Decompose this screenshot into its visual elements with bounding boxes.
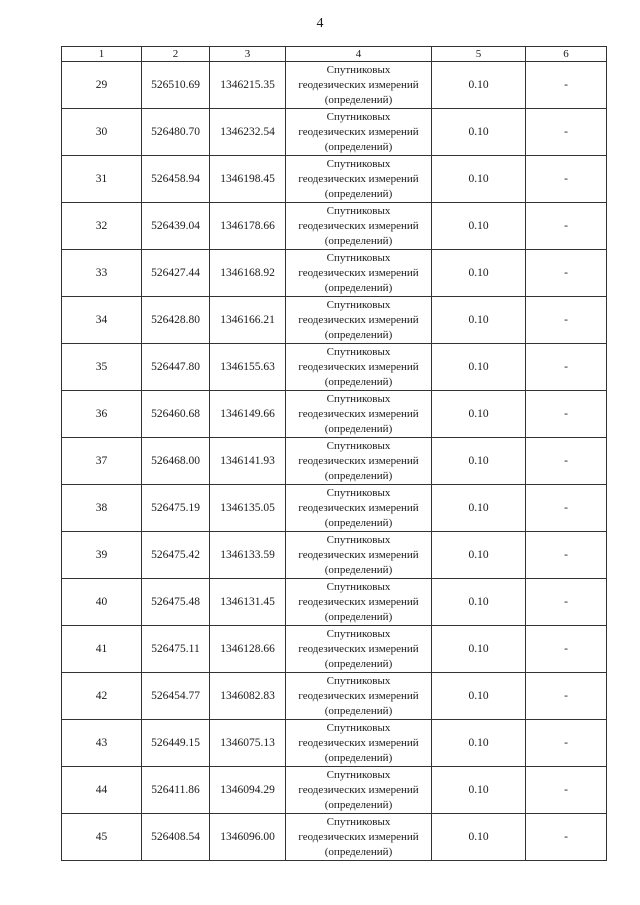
method-line: Спутниковых <box>326 392 391 405</box>
table-row <box>62 532 607 579</box>
method-line: (определений) <box>324 234 393 247</box>
point-number-cell: 40 <box>62 579 142 626</box>
y-coordinate-cell: 1346096.00 <box>210 814 286 861</box>
method-line: геодезических измерений <box>298 266 419 279</box>
x-coordinate-cell: 526475.42 <box>142 532 210 579</box>
description-cell: - <box>526 203 607 250</box>
description-cell: - <box>526 250 607 297</box>
description-cell: - <box>526 62 607 109</box>
table-row <box>62 156 607 203</box>
method-line: геодезических измерений <box>298 125 419 138</box>
accuracy-cell: 0.10 <box>432 297 526 344</box>
point-number-cell: 29 <box>62 62 142 109</box>
table-row <box>62 814 607 861</box>
table-row <box>62 767 607 814</box>
table-row <box>62 297 607 344</box>
table-row <box>62 344 607 391</box>
method-line: геодезических измерений <box>298 78 419 91</box>
method-line: (определений) <box>324 93 393 106</box>
accuracy-cell: 0.10 <box>432 62 526 109</box>
method-line: геодезических измерений <box>298 219 419 232</box>
y-coordinate-cell: 1346141.93 <box>210 438 286 485</box>
column-header-1: 1 <box>62 47 142 62</box>
method-line: Спутниковых <box>326 204 391 217</box>
point-number-cell: 45 <box>62 814 142 861</box>
x-coordinate-cell: 526454.77 <box>142 673 210 720</box>
accuracy-cell: 0.10 <box>432 344 526 391</box>
method-line: (определений) <box>324 140 393 153</box>
description-cell: - <box>526 532 607 579</box>
description-cell: - <box>526 626 607 673</box>
method-line: Спутниковых <box>326 110 391 123</box>
method-line: Спутниковых <box>326 627 391 640</box>
point-number-cell: 43 <box>62 720 142 767</box>
table-row <box>62 485 607 532</box>
method-cell <box>286 203 432 250</box>
point-number-cell: 39 <box>62 532 142 579</box>
x-coordinate-cell: 526411.86 <box>142 767 210 814</box>
method-line: Спутниковых <box>326 345 391 358</box>
table-row <box>62 391 607 438</box>
description-cell: - <box>526 391 607 438</box>
method-line: геодезических измерений <box>298 407 419 420</box>
description-cell: - <box>526 814 607 861</box>
method-cell <box>286 767 432 814</box>
x-coordinate-cell: 526449.15 <box>142 720 210 767</box>
point-number-cell: 42 <box>62 673 142 720</box>
method-line: Спутниковых <box>326 251 391 264</box>
x-coordinate-cell: 526475.48 <box>142 579 210 626</box>
y-coordinate-cell: 1346215.35 <box>210 62 286 109</box>
method-cell <box>286 344 432 391</box>
description-cell: - <box>526 438 607 485</box>
table-row <box>62 673 607 720</box>
table-row <box>62 720 607 767</box>
method-cell <box>286 579 432 626</box>
table-row <box>62 109 607 156</box>
method-line: геодезических измерений <box>298 689 419 702</box>
method-line: (определений) <box>324 375 393 388</box>
x-coordinate-cell: 526480.70 <box>142 109 210 156</box>
accuracy-cell: 0.10 <box>432 391 526 438</box>
accuracy-cell: 0.10 <box>432 485 526 532</box>
description-cell: - <box>526 579 607 626</box>
description-cell: - <box>526 673 607 720</box>
page-number: 4 <box>316 16 324 31</box>
method-line: геодезических измерений <box>298 454 419 467</box>
description-cell: - <box>526 109 607 156</box>
method-line: (определений) <box>324 422 393 435</box>
method-line: (определений) <box>324 469 393 482</box>
y-coordinate-cell: 1346131.45 <box>210 579 286 626</box>
method-line: (определений) <box>324 328 393 341</box>
y-coordinate-cell: 1346075.13 <box>210 720 286 767</box>
method-cell <box>286 156 432 203</box>
method-line: Спутниковых <box>326 298 391 311</box>
header-row <box>62 47 607 62</box>
method-cell <box>286 814 432 861</box>
method-line: (определений) <box>324 610 393 623</box>
point-number-cell: 32 <box>62 203 142 250</box>
description-cell: - <box>526 767 607 814</box>
method-line: (определений) <box>324 657 393 670</box>
method-line: (определений) <box>324 281 393 294</box>
method-line: геодезических измерений <box>298 642 419 655</box>
accuracy-cell: 0.10 <box>432 720 526 767</box>
method-line: геодезических измерений <box>298 501 419 514</box>
y-coordinate-cell: 1346128.66 <box>210 626 286 673</box>
method-line: (определений) <box>324 704 393 717</box>
method-line: геодезических измерений <box>298 313 419 326</box>
y-coordinate-cell: 1346198.45 <box>210 156 286 203</box>
x-coordinate-cell: 526439.04 <box>142 203 210 250</box>
y-coordinate-cell: 1346155.63 <box>210 344 286 391</box>
column-header-2: 2 <box>142 47 210 62</box>
accuracy-cell: 0.10 <box>432 438 526 485</box>
point-number-cell: 34 <box>62 297 142 344</box>
table-row <box>62 579 607 626</box>
method-cell <box>286 673 432 720</box>
x-coordinate-cell: 526510.69 <box>142 62 210 109</box>
method-cell <box>286 532 432 579</box>
method-cell <box>286 250 432 297</box>
point-number-cell: 44 <box>62 767 142 814</box>
table-row <box>62 203 607 250</box>
point-number-cell: 31 <box>62 156 142 203</box>
method-line: (определений) <box>324 845 393 858</box>
accuracy-cell: 0.10 <box>432 767 526 814</box>
method-cell <box>286 62 432 109</box>
method-line: Спутниковых <box>326 815 391 828</box>
point-number-cell: 33 <box>62 250 142 297</box>
method-line: Спутниковых <box>326 63 391 76</box>
method-line: геодезических измерений <box>298 595 419 608</box>
y-coordinate-cell: 1346168.92 <box>210 250 286 297</box>
method-line: Спутниковых <box>326 674 391 687</box>
point-number-cell: 30 <box>62 109 142 156</box>
accuracy-cell: 0.10 <box>432 814 526 861</box>
x-coordinate-cell: 526475.11 <box>142 626 210 673</box>
accuracy-cell: 0.10 <box>432 203 526 250</box>
description-cell: - <box>526 720 607 767</box>
coordinates-table <box>61 46 607 861</box>
accuracy-cell: 0.10 <box>432 579 526 626</box>
method-line: Спутниковых <box>326 721 391 734</box>
column-header-4: 4 <box>286 47 432 62</box>
accuracy-cell: 0.10 <box>432 109 526 156</box>
accuracy-cell: 0.10 <box>432 626 526 673</box>
table-row <box>62 438 607 485</box>
accuracy-cell: 0.10 <box>432 673 526 720</box>
method-line: (определений) <box>324 798 393 811</box>
table-row <box>62 626 607 673</box>
column-header-3: 3 <box>210 47 286 62</box>
method-line: геодезических измерений <box>298 548 419 561</box>
method-cell <box>286 485 432 532</box>
y-coordinate-cell: 1346094.29 <box>210 767 286 814</box>
description-cell: - <box>526 485 607 532</box>
table-row <box>62 62 607 109</box>
y-coordinate-cell: 1346133.59 <box>210 532 286 579</box>
point-number-cell: 37 <box>62 438 142 485</box>
description-cell: - <box>526 344 607 391</box>
method-line: Спутниковых <box>326 157 391 170</box>
point-number-cell: 41 <box>62 626 142 673</box>
description-cell: - <box>526 297 607 344</box>
accuracy-cell: 0.10 <box>432 532 526 579</box>
x-coordinate-cell: 526428.80 <box>142 297 210 344</box>
table-body <box>62 62 607 861</box>
accuracy-cell: 0.10 <box>432 250 526 297</box>
method-line: геодезических измерений <box>298 172 419 185</box>
y-coordinate-cell: 1346166.21 <box>210 297 286 344</box>
point-number-cell: 35 <box>62 344 142 391</box>
method-line: Спутниковых <box>326 768 391 781</box>
y-coordinate-cell: 1346178.66 <box>210 203 286 250</box>
method-line: (определений) <box>324 187 393 200</box>
table-header <box>62 47 607 62</box>
method-line: геодезических измерений <box>298 830 419 843</box>
method-cell <box>286 391 432 438</box>
method-line: (определений) <box>324 563 393 576</box>
table-row <box>62 250 607 297</box>
method-line: Спутниковых <box>326 486 391 499</box>
y-coordinate-cell: 1346135.05 <box>210 485 286 532</box>
column-header-6: 6 <box>526 47 607 62</box>
y-coordinate-cell: 1346232.54 <box>210 109 286 156</box>
y-coordinate-cell: 1346082.83 <box>210 673 286 720</box>
method-line: геодезических измерений <box>298 360 419 373</box>
column-header-5: 5 <box>432 47 526 62</box>
y-coordinate-cell: 1346149.66 <box>210 391 286 438</box>
method-cell <box>286 720 432 767</box>
x-coordinate-cell: 526460.68 <box>142 391 210 438</box>
x-coordinate-cell: 526468.00 <box>142 438 210 485</box>
method-cell <box>286 438 432 485</box>
method-line: геодезических измерений <box>298 736 419 749</box>
method-line: (определений) <box>324 516 393 529</box>
point-number-cell: 36 <box>62 391 142 438</box>
accuracy-cell: 0.10 <box>432 156 526 203</box>
description-cell: - <box>526 156 607 203</box>
method-line: Спутниковых <box>326 533 391 546</box>
x-coordinate-cell: 526408.54 <box>142 814 210 861</box>
x-coordinate-cell: 526447.80 <box>142 344 210 391</box>
method-line: (определений) <box>324 751 393 764</box>
x-coordinate-cell: 526427.44 <box>142 250 210 297</box>
method-cell <box>286 297 432 344</box>
x-coordinate-cell: 526475.19 <box>142 485 210 532</box>
x-coordinate-cell: 526458.94 <box>142 156 210 203</box>
point-number-cell: 38 <box>62 485 142 532</box>
method-line: геодезических измерений <box>298 783 419 796</box>
method-line: Спутниковых <box>326 439 391 452</box>
method-line: Спутниковых <box>326 580 391 593</box>
method-cell <box>286 109 432 156</box>
method-cell <box>286 626 432 673</box>
